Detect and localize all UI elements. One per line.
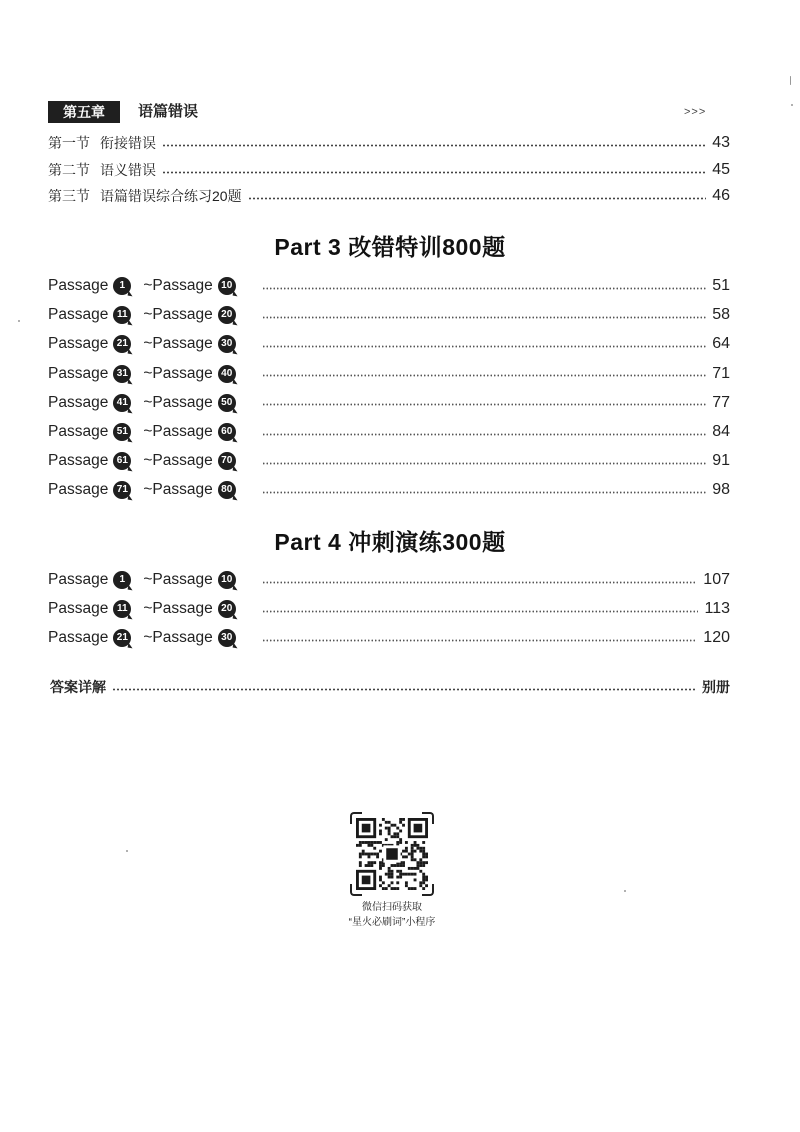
qr-module (411, 853, 414, 856)
qr-module (402, 824, 405, 827)
passage-range (48, 335, 258, 353)
qr-module (416, 861, 419, 864)
passage-word: Passage (48, 277, 109, 294)
passage-word: Passage (48, 335, 109, 353)
leader-dots (248, 197, 707, 200)
qr-module (388, 821, 391, 824)
passage-range (48, 571, 258, 589)
passage-start-badge: 11 (113, 600, 131, 618)
qr-module (370, 861, 373, 864)
qr-module (399, 830, 402, 833)
passage-start-badge: 51 (113, 423, 131, 441)
section-label (48, 186, 242, 206)
passage-word: ~Passage (143, 277, 213, 294)
chapter-tag: 第五章 (48, 101, 120, 123)
passage-word: ~Passage (143, 600, 213, 617)
leader-dots (262, 316, 706, 319)
qr-module (414, 858, 417, 861)
qr-module (419, 884, 422, 887)
qr-module (408, 867, 411, 870)
qr-module (388, 827, 391, 830)
passage-row[interactable] (48, 449, 730, 473)
passage-start-badge: 41 (113, 394, 131, 412)
qr-module (402, 873, 405, 876)
qr-module (370, 844, 373, 847)
qr-module (422, 861, 425, 864)
qr-module (356, 844, 359, 847)
qr-module (396, 881, 399, 884)
section-page: 45 (712, 161, 730, 178)
leader-dots (262, 639, 697, 642)
qr-module (362, 853, 365, 856)
qr-module (399, 838, 402, 841)
qr-module (379, 841, 382, 844)
qr-module (368, 861, 371, 864)
passage-end-badge: 70 (218, 452, 236, 470)
qr-code-icon[interactable] (356, 818, 428, 890)
qr-module (385, 873, 388, 876)
passage-page: 107 (703, 571, 730, 588)
passage-row[interactable] (48, 332, 730, 356)
scan-mark (18, 320, 20, 322)
qr-module (388, 870, 391, 873)
section-page: 46 (712, 187, 730, 204)
qr-module (379, 861, 382, 864)
passage-row[interactable] (48, 568, 730, 592)
leader-dots (262, 462, 706, 465)
qr-caption-line1: 微信扫码获取 (362, 902, 422, 913)
qr-module (396, 827, 399, 830)
passage-end-badge: 10 (218, 277, 236, 295)
qr-module (391, 835, 394, 838)
leader-dots (262, 403, 706, 406)
section-title: 语义错误 (100, 162, 156, 178)
qr-module (386, 848, 398, 860)
qr-module (370, 864, 373, 867)
qr-module (411, 847, 414, 850)
passage-row[interactable] (48, 597, 730, 621)
qr-module (408, 873, 411, 876)
part3-title: Part 3 改错特训800题 (274, 234, 506, 260)
passage-end-badge: 20 (218, 306, 236, 324)
qr-module (388, 873, 391, 876)
passage-row[interactable] (48, 274, 730, 298)
qr-module (379, 876, 382, 879)
passage-word: ~Passage (143, 306, 213, 324)
qr-module (391, 876, 394, 879)
qr-module (422, 864, 425, 867)
qr-module (396, 876, 399, 879)
qr-module (425, 884, 428, 887)
qr-module (368, 844, 371, 847)
qr-module (405, 850, 408, 853)
section-page: 43 (712, 134, 730, 151)
qr-module (391, 870, 394, 873)
qr-module (373, 847, 376, 850)
passage-word: Passage (48, 629, 109, 646)
leader-dots (262, 491, 706, 494)
passage-word: ~Passage (143, 452, 213, 470)
qr-module (391, 887, 394, 890)
passage-start-badge: 61 (113, 452, 131, 470)
qr-module (402, 850, 405, 853)
scan-mark (624, 890, 626, 892)
passage-range (48, 277, 258, 295)
qr-module (359, 864, 362, 867)
qr-module (416, 867, 419, 870)
qr-module (379, 867, 382, 870)
passage-word: ~Passage (143, 423, 213, 440)
part4-title: Part 4 冲刺演练300题 (274, 529, 506, 555)
passage-page: 120 (703, 629, 730, 646)
passage-range (48, 481, 258, 499)
qr-module (411, 844, 414, 847)
qr-module (388, 884, 391, 887)
qr-module (396, 841, 399, 844)
qr-module (365, 853, 368, 856)
qr-module (419, 858, 422, 861)
qr-module (416, 844, 419, 847)
qr-module (405, 847, 408, 850)
qr-module (370, 841, 373, 844)
qr-module (379, 884, 382, 887)
qr-module (376, 855, 379, 858)
qr-module (382, 864, 385, 867)
passage-word: Passage (48, 452, 109, 470)
passage-word: Passage (48, 423, 109, 440)
qr-module (399, 818, 402, 821)
chapter-arrows: >>> (684, 106, 707, 118)
passage-range (48, 452, 258, 470)
passage-end-badge: 30 (218, 335, 236, 353)
qr-module (419, 847, 422, 850)
qr-module (414, 867, 417, 870)
qr-module (425, 878, 428, 881)
qr-module (399, 870, 402, 873)
qr-module (376, 853, 379, 856)
qr-module (396, 864, 399, 867)
section-label (48, 160, 156, 180)
leader-dots (262, 345, 706, 348)
passage-range (48, 423, 258, 441)
qr-module (405, 855, 408, 858)
section-number: 第二节 (48, 162, 90, 178)
passage-row[interactable] (48, 420, 730, 444)
passage-end-badge: 60 (218, 423, 236, 441)
qr-module (382, 887, 385, 890)
section-title: 语篇错误综合练习20题 (100, 188, 242, 204)
qr-module (402, 818, 405, 821)
qr-module (379, 850, 382, 853)
leader-dots (262, 610, 698, 613)
qr-module (399, 864, 402, 867)
passage-word: Passage (48, 481, 109, 499)
qr-module (416, 847, 419, 850)
qr-module (414, 873, 417, 876)
qr-module (368, 855, 371, 858)
chapter-title: 语篇错误 (138, 103, 199, 120)
qr-module (405, 841, 408, 844)
scan-mark (791, 104, 793, 106)
qr-caption (340, 900, 444, 930)
qr-module (382, 818, 385, 821)
passage-end-badge: 20 (218, 600, 236, 618)
qr-module (373, 853, 376, 856)
qr-module (368, 841, 371, 844)
section-label (48, 133, 156, 153)
qr-module (362, 850, 365, 853)
qr-module (385, 821, 388, 824)
passage-row[interactable] (48, 478, 730, 502)
qr-module (425, 853, 428, 856)
passage-start-badge: 11 (113, 306, 131, 324)
section-number: 第一节 (48, 135, 90, 151)
qr-module (411, 887, 414, 890)
qr-module (399, 873, 402, 876)
qr-module (414, 850, 417, 853)
qr-module (393, 824, 396, 827)
qr-module (382, 881, 385, 884)
qr-module (399, 876, 402, 879)
qr-module (388, 867, 391, 870)
answers-label: 答案详解 (50, 679, 106, 695)
leader-dots (262, 433, 706, 436)
qr-module (419, 850, 422, 853)
qr-module (408, 887, 411, 890)
leader-dots (162, 144, 706, 147)
passage-row[interactable] (48, 362, 730, 386)
qr-module (379, 832, 382, 835)
passage-start-badge: 21 (113, 335, 131, 353)
qr-module (396, 870, 399, 873)
qr-module (419, 864, 422, 867)
qr-module (385, 838, 388, 841)
leader-dots (162, 171, 706, 174)
qr-module (393, 864, 396, 867)
qr-module (425, 861, 428, 864)
qr-module (402, 855, 405, 858)
qr-module (422, 850, 425, 853)
qr-caption-line2: “星火必刷词”小程序 (348, 917, 436, 928)
qr-module (422, 887, 425, 890)
leader-dots (262, 287, 706, 290)
qr-module (419, 870, 422, 873)
passage-word: ~Passage (143, 481, 213, 499)
scan-mark (790, 76, 791, 85)
qr-module (414, 887, 417, 890)
section-title: 衔接错误 (100, 135, 156, 151)
qr-module (359, 844, 362, 847)
qr-module (414, 824, 423, 833)
passage-word: ~Passage (143, 571, 213, 588)
qr-module (414, 878, 417, 881)
passage-end-badge: 30 (218, 629, 236, 647)
qr-module (379, 864, 382, 867)
qr-module (365, 864, 368, 867)
toc-row-section-2[interactable] (48, 159, 730, 181)
passage-page: 84 (712, 423, 730, 440)
qr-module (391, 873, 394, 876)
passage-word: Passage (48, 571, 109, 588)
passage-page: 77 (712, 393, 730, 411)
qr-module (422, 855, 425, 858)
qr-module (396, 835, 399, 838)
qr-module (376, 841, 379, 844)
qr-module (416, 864, 419, 867)
toc-row-section-3[interactable] (48, 185, 730, 207)
qr-module (414, 841, 417, 844)
passage-start-badge: 1 (113, 571, 131, 589)
qr-module (393, 835, 396, 838)
passage-page: 51 (712, 277, 730, 294)
passage-end-badge: 50 (218, 394, 236, 412)
qr-module (419, 861, 422, 864)
passage-range (48, 365, 258, 383)
qr-module (422, 876, 425, 879)
passage-row[interactable] (48, 391, 730, 415)
leader-dots (112, 688, 696, 691)
qr-module (393, 887, 396, 890)
passage-word: ~Passage (143, 629, 213, 646)
qr-module (411, 867, 414, 870)
passage-word: ~Passage (143, 393, 213, 411)
passage-range (48, 629, 258, 647)
passage-end-badge: 10 (218, 571, 236, 589)
qr-module (379, 824, 382, 827)
passage-word: Passage (48, 600, 109, 617)
qr-module (359, 861, 362, 864)
passage-start-badge: 31 (113, 365, 131, 383)
qr-module (388, 830, 391, 833)
qr-module (425, 876, 428, 879)
qr-module (368, 864, 371, 867)
leader-dots (262, 581, 697, 584)
chapter-header (48, 101, 738, 123)
qr-module (399, 821, 402, 824)
passage-page: 113 (704, 600, 730, 617)
qr-module (393, 832, 396, 835)
passage-word: Passage (48, 306, 109, 324)
qr-module (359, 841, 362, 844)
qr-module (370, 853, 373, 856)
qr-module (399, 841, 402, 844)
passage-start-badge: 21 (113, 629, 131, 647)
qr-module (402, 861, 405, 864)
qr-module (391, 881, 394, 884)
qr-module (365, 841, 368, 844)
qr-block (340, 812, 444, 930)
passage-range (48, 306, 258, 324)
answers-page: 别册 (702, 679, 730, 695)
qr-module (411, 855, 414, 858)
qr-module (405, 881, 408, 884)
qr-module (385, 887, 388, 890)
qr-module (359, 853, 362, 856)
qr-module (379, 830, 382, 833)
passage-page: 98 (712, 481, 730, 499)
qr-module (396, 832, 399, 835)
toc-row-answers[interactable] (50, 676, 730, 698)
qr-module (422, 881, 425, 884)
passage-start-badge: 1 (113, 277, 131, 295)
qr-module (422, 873, 425, 876)
scan-mark (126, 850, 128, 852)
qr-module (402, 864, 405, 867)
qr-module (405, 884, 408, 887)
qr-module (422, 841, 425, 844)
passage-range (48, 600, 258, 618)
passage-end-badge: 80 (218, 481, 236, 499)
passage-page: 91 (712, 452, 730, 470)
toc-row-section-1[interactable] (48, 132, 730, 154)
qr-module (419, 881, 422, 884)
qr-module (411, 873, 414, 876)
qr-module (362, 876, 371, 885)
passage-page: 71 (712, 364, 730, 382)
passage-end-badge: 40 (218, 365, 236, 383)
passage-word: ~Passage (143, 335, 213, 353)
qr-module (408, 853, 411, 856)
passage-row[interactable] (48, 303, 730, 327)
qr-module (373, 861, 376, 864)
qr-module (379, 878, 382, 881)
qr-module (391, 824, 394, 827)
qr-module (411, 850, 414, 853)
qr-frame (350, 812, 434, 896)
section-number: 第三节 (48, 188, 90, 204)
qr-module (359, 855, 362, 858)
qr-module (362, 841, 365, 844)
qr-module (405, 873, 408, 876)
qr-module (422, 853, 425, 856)
passage-range (48, 394, 258, 412)
qr-module (385, 827, 388, 830)
qr-module (362, 824, 371, 833)
qr-module (396, 887, 399, 890)
passage-word: Passage (48, 393, 109, 411)
passage-page: 64 (712, 335, 730, 353)
qr-module (368, 853, 371, 856)
qr-module (391, 864, 394, 867)
leader-dots (262, 374, 706, 377)
qr-module (373, 841, 376, 844)
passage-word: Passage (48, 364, 109, 382)
qr-module (388, 832, 391, 835)
passage-start-badge: 71 (113, 481, 131, 499)
qr-module (422, 847, 425, 850)
passage-row[interactable] (48, 626, 730, 650)
qr-module (411, 858, 414, 861)
qr-module (422, 878, 425, 881)
qr-module (414, 844, 417, 847)
qr-module (388, 876, 391, 879)
passage-page: 58 (712, 306, 730, 324)
passage-word: ~Passage (143, 364, 213, 382)
qr-module (425, 855, 428, 858)
